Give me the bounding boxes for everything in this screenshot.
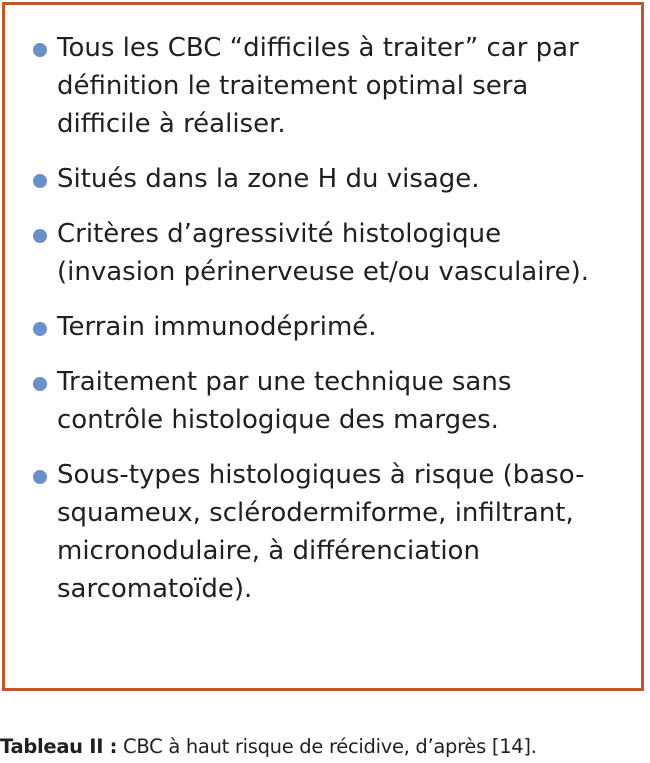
bullet-dot-icon xyxy=(33,229,47,243)
bullet-dot-icon xyxy=(33,322,47,336)
bullet-dot-icon xyxy=(33,470,47,484)
bullet-dot-icon xyxy=(33,43,47,57)
list-item xyxy=(33,363,623,439)
bullet-dot-icon xyxy=(33,174,47,188)
list-item-text: Terrain immunodéprimé. xyxy=(57,312,377,342)
list-item xyxy=(33,215,623,291)
list-item-text: Situés dans la zone H du visage. xyxy=(57,164,480,194)
list-item xyxy=(33,308,623,346)
list-item xyxy=(33,160,623,198)
criteria-box xyxy=(2,2,644,691)
list-item-text: Tous les CBC “difficiles à traiter” car par définition le traitement optimal sera difficile à réaliser. xyxy=(57,33,579,139)
list-item xyxy=(33,456,623,608)
caption-text: CBC à haut risque de récidive, d’après [14]. xyxy=(117,735,537,758)
list-item-text: Critères d’agressivité histologique (invasion périnerveuse et/ou vasculaire). xyxy=(57,219,589,287)
criteria-list xyxy=(33,29,623,625)
list-item xyxy=(33,29,623,143)
list-item-text: Sous-types histologiques à risque (baso-squameux, sclérodermiforme, infiltrant, micronodulaire, à différenciation sarcomatoïde). xyxy=(57,460,585,604)
table-caption xyxy=(0,735,650,759)
bullet-dot-icon xyxy=(33,377,47,391)
caption-label: Tableau II : xyxy=(0,735,118,758)
list-item-text: Traitement par une technique sans contrôle histologique des marges. xyxy=(57,367,512,435)
